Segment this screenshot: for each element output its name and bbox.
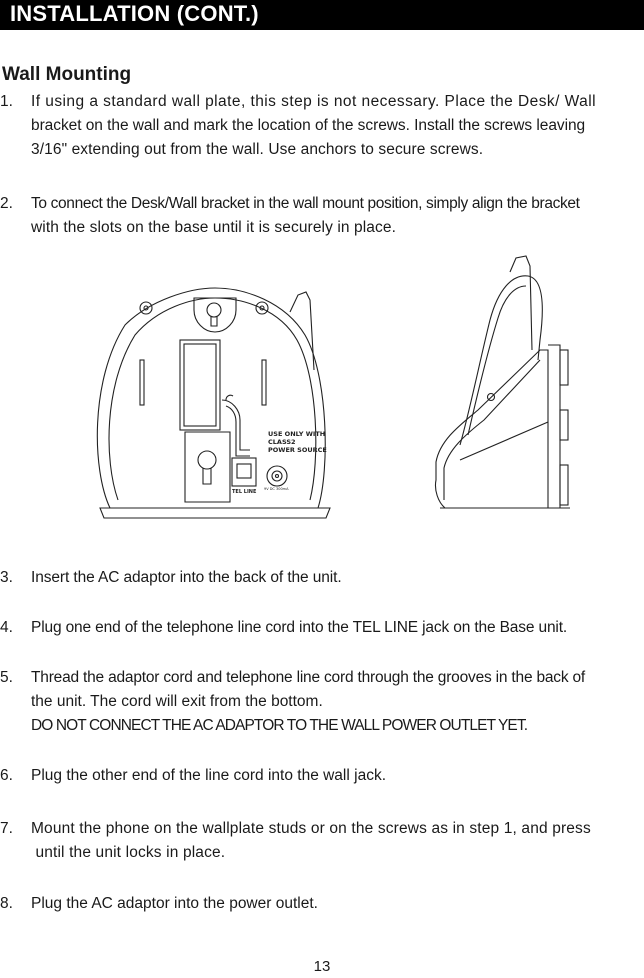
base-rear-view	[97, 288, 330, 518]
step-line: the unit. The cord will exit from the bottom.	[31, 693, 323, 710]
label-tel-line: TEL LINE	[232, 489, 257, 495]
step-line: bracket on the wall and mark the location of the screws. Install the screws leaving	[31, 117, 586, 134]
page-title: INSTALLATION (CONT.)	[10, 1, 259, 26]
step-number: 7.	[0, 820, 13, 837]
step-line: DO NOT CONNECT THE AC ADAPTOR TO THE WALL POWER OUTLET YET.	[31, 717, 528, 734]
step-line: Insert the AC adaptor into the back of the unit.	[31, 569, 342, 586]
label-power-source: POWER SOURCE	[268, 446, 327, 454]
label-use-only: USE ONLY WITH	[268, 430, 326, 438]
figures	[0, 250, 644, 535]
step-line: with the slots on the base until it is securely in place.	[31, 219, 396, 236]
step-number: 1.	[0, 93, 13, 110]
page-number: 13	[313, 958, 331, 975]
label-dc-input: 9V DC 300mA	[264, 487, 289, 491]
step-number: 5.	[0, 669, 13, 686]
step-line: until the unit locks in place.	[31, 844, 226, 861]
step-line: 3/16" extending out from the wall. Use anchors to secure screws.	[31, 141, 484, 158]
step-number: 6.	[0, 767, 13, 784]
base-side-view	[435, 256, 570, 508]
step-line: To connect the Desk/Wall bracket in the wall mount position, simply align the bracket	[31, 195, 580, 212]
step-line: Thread the adaptor cord and telephone line cord through the grooves in the back of	[31, 669, 586, 686]
step-number: 8.	[0, 895, 13, 912]
base-unit-illustrations	[0, 250, 644, 535]
step-number: 4.	[0, 619, 13, 636]
step-number: 2.	[0, 195, 13, 212]
step-line: Plug the other end of the line cord into the wall jack.	[31, 767, 386, 784]
step-line: If using a standard wall plate, this step is not necessary. Place the Desk/ Wall	[31, 93, 596, 110]
step-line: Mount the phone on the wallplate studs or on the screws as in step 1, and press	[31, 820, 591, 837]
step-line: Plug one end of the telephone line cord into the TEL LINE jack on the Base unit.	[31, 619, 568, 636]
section-title: Wall Mounting	[2, 64, 132, 85]
step-number: 3.	[0, 569, 13, 586]
header-bar	[0, 0, 644, 30]
label-class: CLASS2	[268, 438, 296, 446]
step-line: Plug the AC adaptor into the power outlet.	[31, 895, 318, 912]
